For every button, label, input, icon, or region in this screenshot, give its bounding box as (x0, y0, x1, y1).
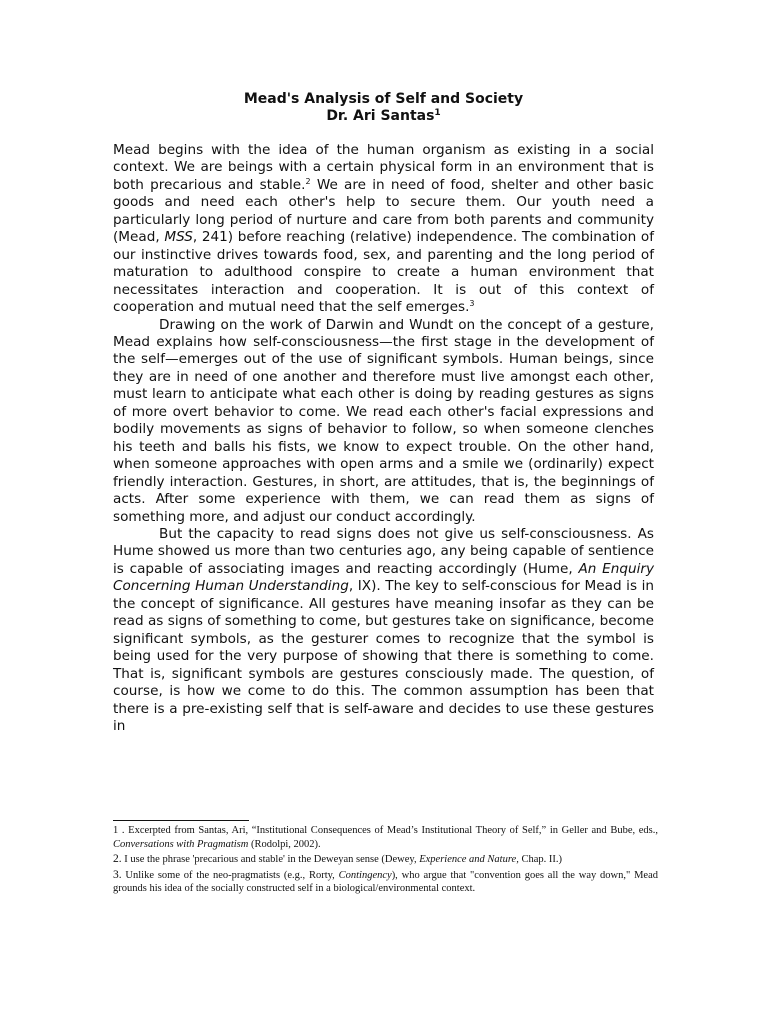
footnote-ref[interactable]: 2 (305, 176, 311, 186)
citation-title: Contingency (338, 869, 392, 881)
body-text (113, 142, 654, 735)
footnote-ref[interactable]: 3 (469, 299, 475, 309)
footnote-text: Chap. II.) (518, 854, 562, 866)
document-title: Mead's Analysis of Self and Society (243, 91, 524, 107)
footnote-number: 1 (113, 825, 119, 836)
paragraph-text: Mead begins with the idea of the human organism as existing in a social context. We are beings with a certain physical form in an environment that is both precarious and stable. (113, 142, 654, 193)
footnote-3 (113, 869, 658, 896)
footnote-separator (113, 820, 249, 821)
citation-title: Experience and Nature, (419, 854, 519, 866)
footnotes (113, 824, 658, 898)
footnote-1 (113, 824, 658, 851)
paragraph-text: We are in need of food, shelter and other basic goods and need each other's help to secure them. Our youth need a particularly long period of nurture and care from both parents and community (Mead, (113, 176, 654, 246)
author-line (113, 108, 654, 125)
footnote-text: (Rodolpi, 2002). (248, 838, 321, 850)
footnote-ref[interactable]: 1 (434, 108, 441, 118)
citation-title: MSS (164, 229, 193, 246)
author-name: Dr. Ari Santas (326, 108, 435, 124)
paragraph-text: , IX). The key to self-conscious for Mead is in the concept of significance. All gestures have meaning insofar as they can be read as signs of something to come, but gestures take on significance, become significant symbols, as the gesturer comes to recognize that the symbol is being used for the very purpose of showing that there is something to come. That is, significant symbols are gestures consciously made. The question, of course, is how we come to do this. The common assumption has been that there is a pre-existing self that is self-aware and decides to use these gestures in (113, 578, 654, 734)
footnote-number: 3. (113, 868, 122, 881)
footnote-2 (113, 853, 658, 867)
footnote-text: I use the phrase 'precarious and stable' in the Deweyan sense (Dewey, (121, 854, 420, 866)
paragraph-text: , 241) before reaching (relative) independence. The combination of our instinctive drives towards food, sex, and parenting and the long period of maturation to adulthood conspire to create a human environment that necessitates interaction and cooperation. It is out of this context of cooperation and mutual need that the self emerges. (113, 229, 654, 316)
footnote-text: Unlike some of the neo-pragmatists (e.g., Rorty, (121, 869, 339, 881)
footnote-number: 2. (113, 853, 122, 866)
paragraph-3 (113, 526, 654, 735)
paragraph-2: Drawing on the work of Darwin and Wundt on the concept of a gesture, Mead explains how self-consciousness—the first stage in the development of the self—emerges out of the use of significant symbols. Human beings, since they are in need of one another and therefore must live amongst each other, must learn to anticipate what each other is doing by reading gestures as signs of more overt behavior to come. We read each other's facial expressions and bodily movements as signs of behavior to follow, so when someone clenches his teeth and balls his fists, we know to expect trouble. On the other hand, when someone approaches with open arms and a smile we (ordinarily) expect friendly interaction. Gestures, in short, are attitudes, that is, the beginnings of acts. After some experience with them, we can read them as signs of something more, and adjust our conduct accordingly. (113, 316, 654, 525)
footnote-text: ), who argue that "convention goes all the way down," Mead grounds his idea of the socially constructed self in a biological/environmental context. (113, 869, 658, 895)
footnote-text: . Excerpted from Santas, Ari, “Institutional Consequences of Mead’s Institutional Theory of Self,” in Geller and Bube, eds., (118, 825, 658, 836)
title-block (113, 91, 654, 125)
paragraph-text: But the capacity to read signs does not give us self-consciousness. As Hume showed us more than two centuries ago, any being capable of sentience is capable of associating images and reacting accordingly (Hume, (113, 525, 654, 577)
citation-title: An Enquiry Concerning Human Understanding (113, 560, 654, 595)
paragraph-1 (113, 142, 654, 317)
citation-title: Conversations with Pragmatism (113, 838, 249, 850)
